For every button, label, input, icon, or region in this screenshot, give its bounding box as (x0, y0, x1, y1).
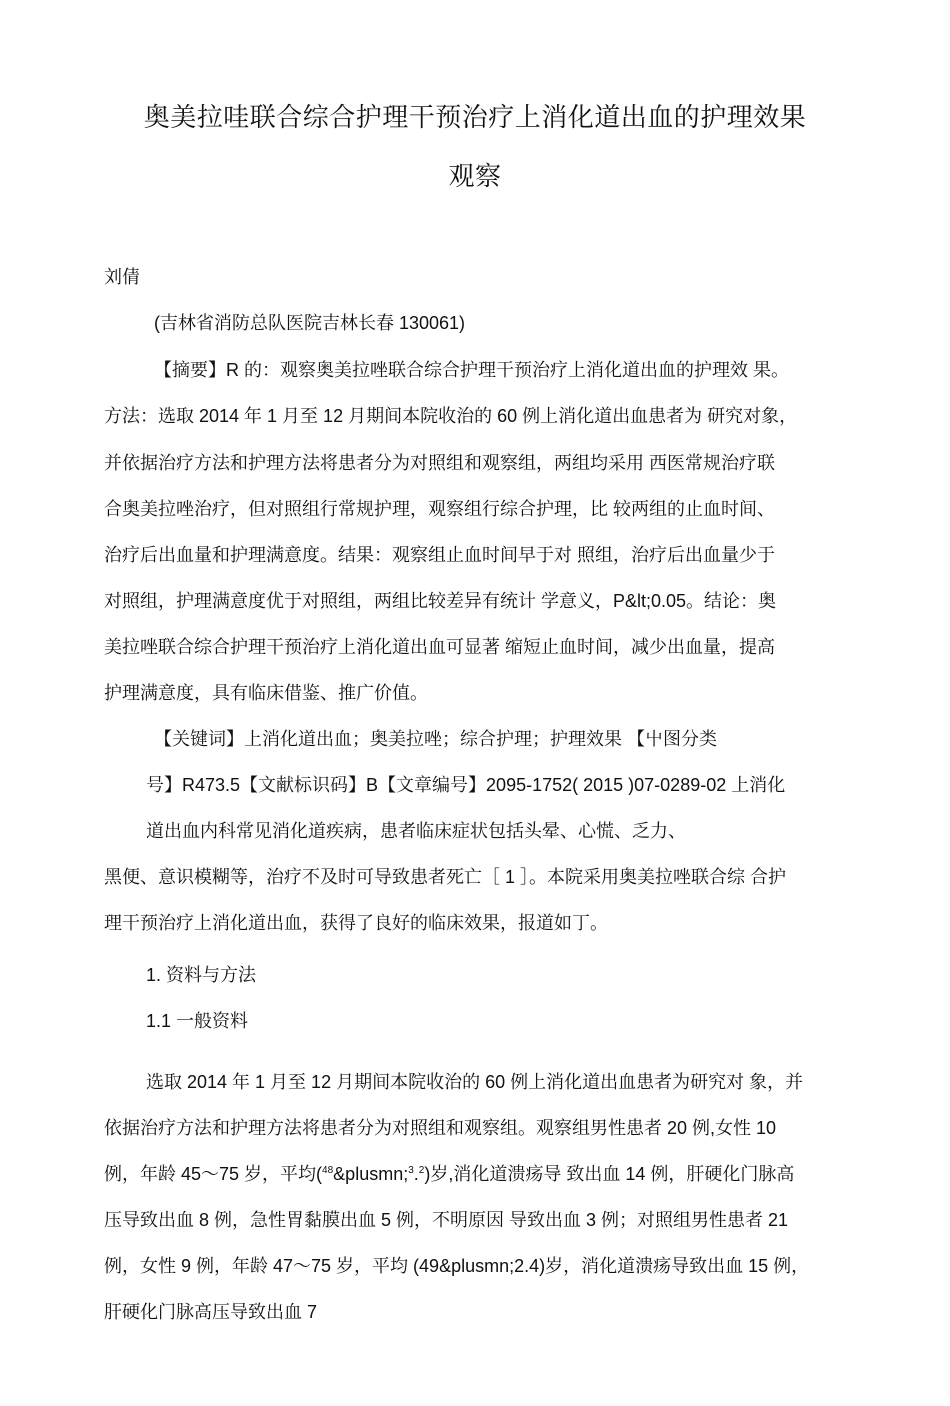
body-text-segment: 例，年龄 45〜75 岁，平均( (104, 1164, 323, 1184)
abstract-line: 美拉唑联合综合护理干预治疗上消化道出血可显著 缩短止血时间，减少出血量，提高 (104, 637, 775, 657)
abstract-line: 并依据治疗方法和护理方法将患者分为对照组和观察组，两组均采用 西医常规治疗联 (104, 453, 775, 473)
superscript-text: 2 (418, 1165, 425, 1176)
intro-line: 理干预治疗上消化道出血，获得了良好的临床效果，报道如丁。 (104, 913, 608, 933)
body-text-segment: . (413, 1164, 419, 1184)
author-affiliation: (吉林省消防总队医院吉林长春 130061) (154, 313, 466, 333)
abstract-line: 方法：选取 2014 年 1 月至 12 月期间本院收治的 60 例上消化道出血患者为 研究对象， (104, 406, 798, 426)
body-text-segment: &plusmn; (333, 1164, 409, 1184)
keywords-line: 【关键词】上消化道出血；奥美拉唑；综合护理；护理效果 【屮图分类 (154, 729, 717, 749)
section-heading: 1. 资料与方法 (146, 965, 257, 985)
body-line: 例，女性 9 例，年龄 47〜75 岁，平均 (49&plusmn;2.4)岁，消化道溃疡导致出血 15 例， (104, 1256, 810, 1276)
abstract-line: 治疗后出血量和护理满意度。结果：观察组止血时间早于对 照组，治疗后出血量少于 (104, 545, 775, 565)
body-line: 选取 2014 年 1 月至 12 月期间本院收治的 60 例上消化道出血患者为研究对 象，并 (146, 1072, 804, 1092)
subsection-heading: 1.1 一般资料 (146, 1011, 249, 1031)
abstract-line: 护理满意度，具有临床借鉴、推广价值。 (104, 683, 428, 703)
body-line: 依据治疗方法和护理方法将患者分为对照组和观察组。观察组男性患者 20 例,女性 10 (104, 1118, 777, 1138)
abstract-line: 【摘要】R 的：观察奥美拉唑联合综合护理干预治疗上消化道出血的护理效 果。 (154, 360, 789, 380)
doc-title-line-1: 奥美拉哇联合综合护理干预治疗上消化道出血的护理效果 (143, 102, 807, 132)
body-line (104, 1163, 794, 1185)
abstract-line: 合奥美拉唑治疗，但对照组行常规护理，观察组行综合护理，比 较两组的止血时间、 (104, 499, 775, 519)
superscript-text: 3 (408, 1165, 414, 1176)
abstract-line: 对照组，护理满意度优于对照组，两组比较差异有统计 学意义，P&lt;0.05。结论：奥 (104, 591, 777, 611)
keywords-line: 号】R473.5【文献标识码】B【文章编号】2095-1752( 2015 )07-0289-02 上消化 (146, 775, 786, 795)
superscript-text: 48 (322, 1165, 334, 1176)
intro-line: 道出血内科常见消化道疾病，患者临床症状包括头晕、心慌、乏力、 (146, 821, 686, 841)
body-line: 肝硬化门脉高压导致出血 7 (104, 1302, 318, 1322)
intro-line: 黑便、意识模糊等，治疗不及时可导致患者死亡［ 1 ］。本院采用奥美拉唑联合综 合护 (104, 867, 787, 887)
body-line: 压导致出血 8 例，急性胃黏膜出血 5 例，不明原因 导致出血 3 例；对照组男性患者 21 (104, 1210, 789, 1230)
doc-title-line-2: 观察 (448, 161, 502, 191)
body-text-segment: )岁,消化道溃疡导 致出血 14 例，肝硬化门脉高 (424, 1164, 795, 1184)
author-name: 刘倩 (104, 267, 140, 287)
